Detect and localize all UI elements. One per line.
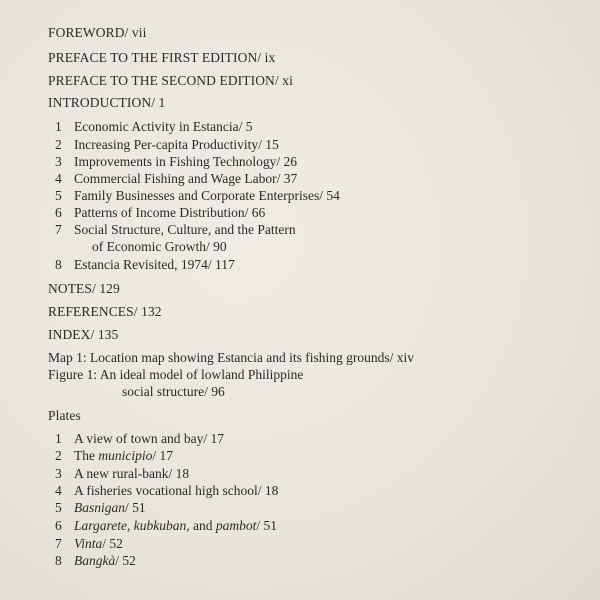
toc-index: INDEX/ 135 [48, 327, 119, 342]
toc-foreword: FOREWORD/ vii [48, 25, 147, 40]
plate-number: 1 [55, 431, 62, 446]
plate-title: A fisheries vocational high school/ 18 [74, 483, 279, 498]
chapter-title: Estancia Revisited, 1974/ 117 [74, 257, 235, 272]
chapter-title: Economic Activity in Estancia/ 5 [74, 119, 253, 134]
plate-number: 6 [55, 518, 62, 533]
plate-number: 8 [55, 553, 62, 568]
plate-title: Basnigan/ 51 [74, 500, 146, 515]
plate-number: 4 [55, 483, 62, 498]
plate-title: The municipio/ 17 [74, 448, 174, 463]
chapter-number: 2 [55, 137, 62, 152]
map-label: Map 1: [48, 350, 87, 365]
chapter-number: 3 [55, 154, 62, 169]
chapter-title: Patterns of Income Distribution/ 66 [74, 205, 266, 220]
plates-heading: Plates [48, 408, 81, 423]
plate-title: A new rural-bank/ 18 [74, 466, 190, 481]
chapter-title: Increasing Per-capita Productivity/ 15 [74, 137, 279, 152]
chapter-number: 4 [55, 171, 62, 186]
chapter-number: 6 [55, 205, 62, 220]
chapter-title: Commercial Fishing and Wage Labor/ 37 [74, 171, 298, 186]
plate-title: A view of town and bay/ 17 [74, 431, 224, 446]
toc-preface-first: PREFACE TO THE FIRST EDITION/ ix [48, 50, 276, 65]
chapter-title: Improvements in Fishing Technology/ 26 [74, 154, 298, 169]
plate-number: 7 [55, 536, 62, 551]
figure-label: Figure 1: [48, 367, 98, 382]
toc-figure [48, 367, 303, 383]
toc-preface-second: PREFACE TO THE SECOND EDITION/ xi [48, 73, 293, 88]
plate-number: 5 [55, 500, 62, 515]
toc-notes: NOTES/ 129 [48, 281, 120, 296]
plate-number: 3 [55, 466, 62, 481]
map-text: Location map showing Estancia and its fishing grounds/ xiv [90, 350, 414, 365]
chapter-number: 7 [55, 222, 62, 237]
toc-references: REFERENCES/ 132 [48, 304, 162, 319]
plate-title: Vinta/ 52 [74, 536, 123, 551]
chapter-number: 8 [55, 257, 62, 272]
chapter-title: Family Businesses and Corporate Enterprises/ 54 [74, 188, 340, 203]
toc-introduction: INTRODUCTION/ 1 [48, 95, 166, 110]
plate-title: Largarete, kubkuban, and pambot/ 51 [74, 518, 277, 533]
chapter-title: Social Structure, Culture, and the Pattern [74, 222, 296, 237]
chapter-title-continued: of Economic Growth/ 90 [92, 239, 227, 254]
toc-map [48, 350, 414, 366]
figure-text-continued: social structure/ 96 [122, 384, 225, 399]
plate-title: Bangkà/ 52 [74, 553, 136, 568]
chapter-number: 1 [55, 119, 62, 134]
figure-text: An ideal model of lowland Philippine [99, 367, 304, 382]
plate-number: 2 [55, 448, 62, 463]
chapter-number: 5 [55, 188, 62, 203]
